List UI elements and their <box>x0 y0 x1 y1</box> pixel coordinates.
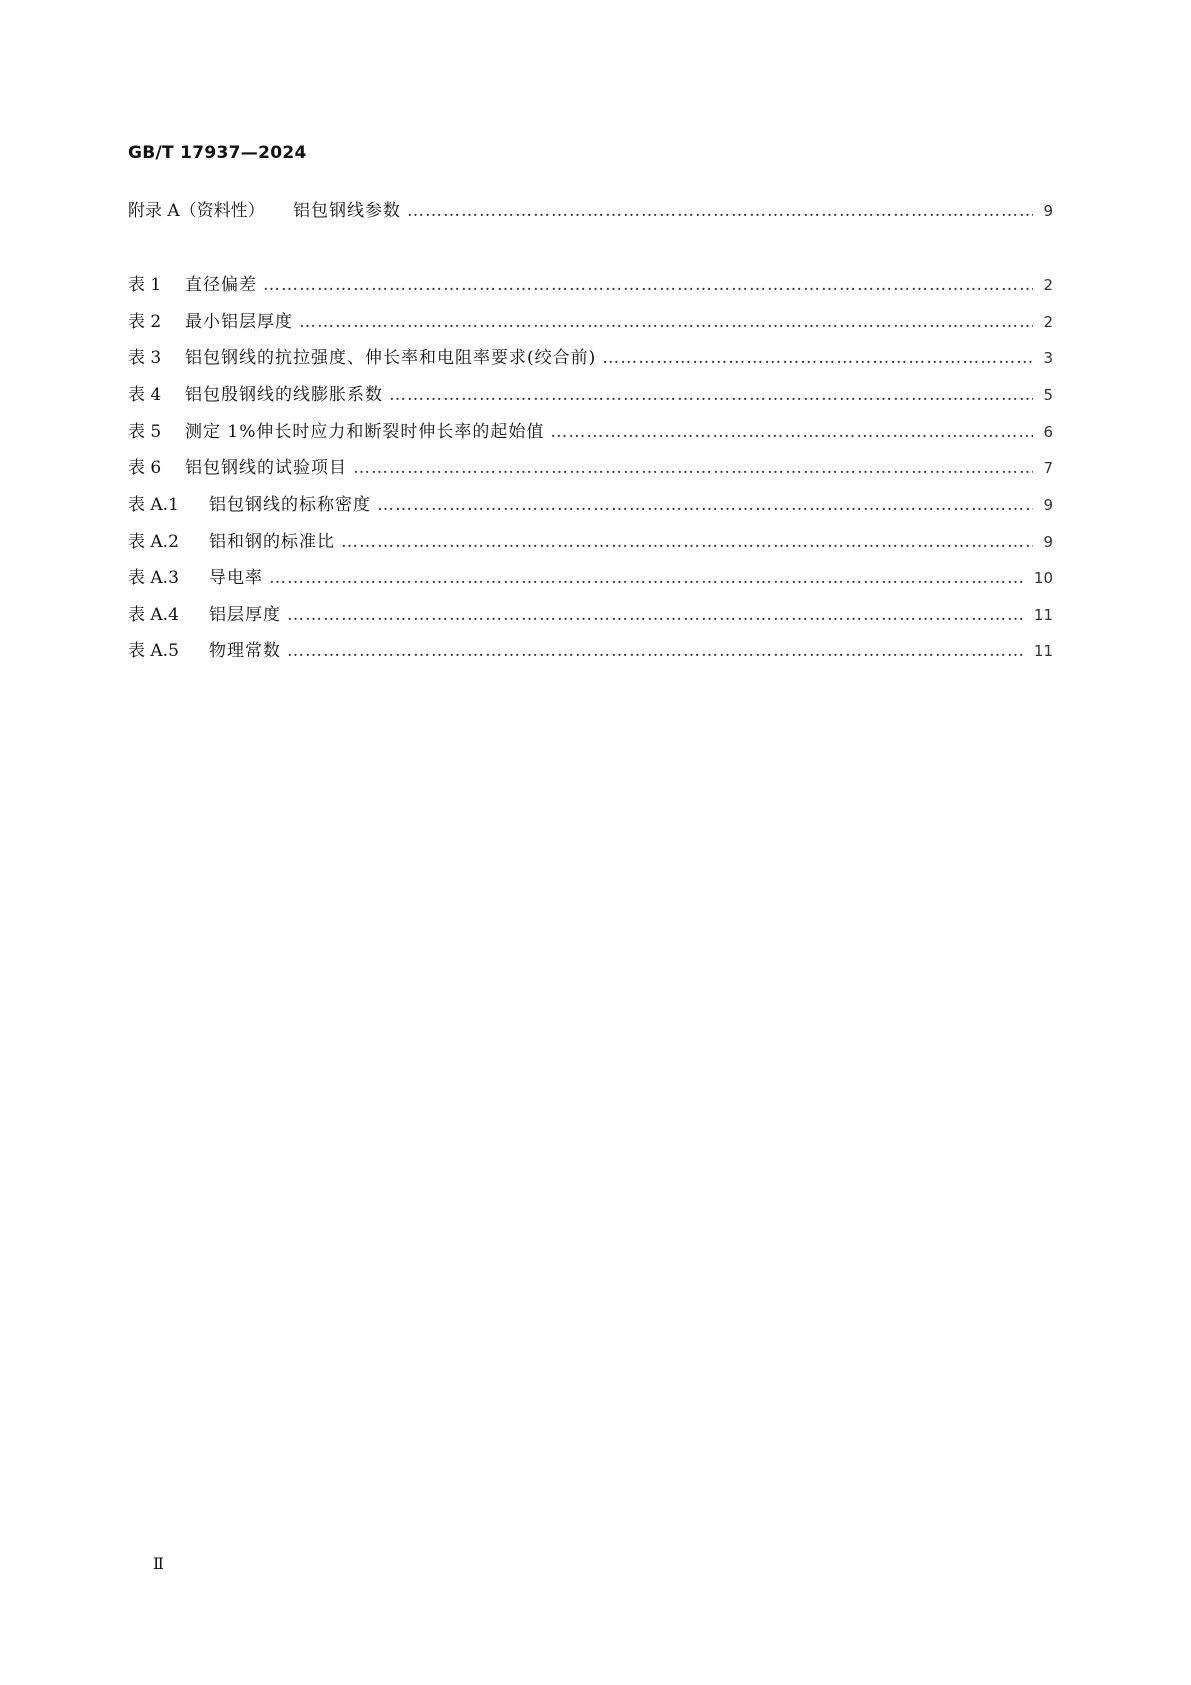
toc-entry-label <box>128 563 263 588</box>
toc-entry-page: 9 <box>1043 202 1053 220</box>
toc-dot-leader <box>389 385 1033 405</box>
toc-entry-prefix: 表 A.2 <box>128 532 179 552</box>
toc-entry-table-a3[interactable] <box>128 563 1053 589</box>
toc-entry-table-4[interactable] <box>128 380 1053 406</box>
toc-entry-title: 最小铝层厚度 <box>185 312 293 332</box>
toc-dot-leader <box>287 605 1024 625</box>
toc-entry-title: 导电率 <box>209 568 263 588</box>
toc-entry-prefix: 表 6 <box>128 458 162 478</box>
page-number: Ⅱ <box>153 1554 164 1573</box>
toc-entry-page: 7 <box>1043 459 1053 477</box>
toc-dot-leader <box>353 458 1033 478</box>
toc-entry-prefix: 表 1 <box>128 275 162 295</box>
toc-entry-table-a2[interactable] <box>128 527 1053 553</box>
toc-dot-leader <box>299 312 1033 332</box>
toc-entry-label <box>128 453 347 478</box>
toc-entry-table-a1[interactable] <box>128 490 1053 516</box>
toc-entry-appendix-a[interactable] <box>128 196 1053 222</box>
toc-entry-label <box>128 527 335 552</box>
toc-entry-label <box>128 196 401 221</box>
toc-entry-title: 测定 1%伸长时应力和断裂时伸长率的起始值 <box>185 422 545 442</box>
toc-dot-leader <box>341 532 1033 552</box>
toc-entry-title: 铝包钢线的试验项目 <box>185 458 347 478</box>
toc-entry-title: 铝和钢的标准比 <box>209 532 335 552</box>
toc-entry-table-1[interactable] <box>128 270 1053 296</box>
toc-entry-page: 9 <box>1043 533 1053 551</box>
toc-entry-table-6[interactable] <box>128 453 1053 479</box>
toc-entry-title: 直径偏差 <box>185 275 257 295</box>
toc-entry-label <box>128 600 281 625</box>
toc-entry-label <box>128 417 544 442</box>
toc-entry-title: 物理常数 <box>209 641 281 661</box>
toc-entry-prefix: 表 A.3 <box>128 568 179 588</box>
toc-entry-page: 5 <box>1043 386 1053 404</box>
toc-dot-leader <box>550 422 1033 442</box>
toc-dot-leader <box>263 275 1033 295</box>
toc-entry-page: 2 <box>1043 276 1053 294</box>
toc-entry-title: 铝包殷钢线的线膨胀系数 <box>185 385 383 405</box>
toc-dot-leader <box>602 348 1033 368</box>
toc-entry-table-5[interactable] <box>128 417 1053 443</box>
toc-dot-leader <box>269 568 1024 588</box>
toc-entry-label <box>128 270 257 295</box>
toc-entry-table-3[interactable] <box>128 343 1053 369</box>
toc-entry-table-a5[interactable] <box>128 636 1053 662</box>
toc-entry-table-2[interactable] <box>128 307 1053 333</box>
toc-entry-label <box>128 490 371 515</box>
toc-entry-page: 10 <box>1033 569 1053 587</box>
toc-entry-prefix: 表 3 <box>128 348 162 368</box>
toc-entry-prefix: 表 A.5 <box>128 641 179 661</box>
toc-entry-page: 9 <box>1043 496 1053 514</box>
toc-entry-label <box>128 343 596 368</box>
toc-entry-page: 2 <box>1043 313 1053 331</box>
toc-entry-prefix: 表 2 <box>128 312 162 332</box>
toc-dot-leader <box>407 201 1033 221</box>
toc-dot-leader <box>287 641 1024 661</box>
toc-entry-prefix: 表 4 <box>128 385 162 405</box>
toc-entry-prefix: 表 A.4 <box>128 605 179 625</box>
toc-entry-page: 3 <box>1043 349 1053 367</box>
toc-entry-page: 11 <box>1033 606 1053 624</box>
toc-entry-prefix: 表 A.1 <box>128 495 179 515</box>
toc-entry-title: 铝包钢线的抗拉强度、伸长率和电阻率要求(绞合前) <box>185 348 597 368</box>
toc-entry-label <box>128 380 383 405</box>
toc-entry-table-a4[interactable] <box>128 600 1053 626</box>
toc-entry-prefix: 表 5 <box>128 422 162 442</box>
toc-entry-page: 11 <box>1033 642 1053 660</box>
toc-entry-prefix: 附录 A（资料性） <box>128 201 265 221</box>
toc-entry-title: 铝包钢线参数 <box>293 201 401 221</box>
toc-entry-label <box>128 636 281 661</box>
toc-entry-title: 铝包钢线的标称密度 <box>209 495 371 515</box>
toc-entry-title: 铝层厚度 <box>209 605 281 625</box>
toc-entry-page: 6 <box>1043 423 1053 441</box>
document-number: GB/T 17937—2024 <box>128 143 307 163</box>
toc-entry-label <box>128 307 293 332</box>
toc-dot-leader <box>377 495 1033 515</box>
